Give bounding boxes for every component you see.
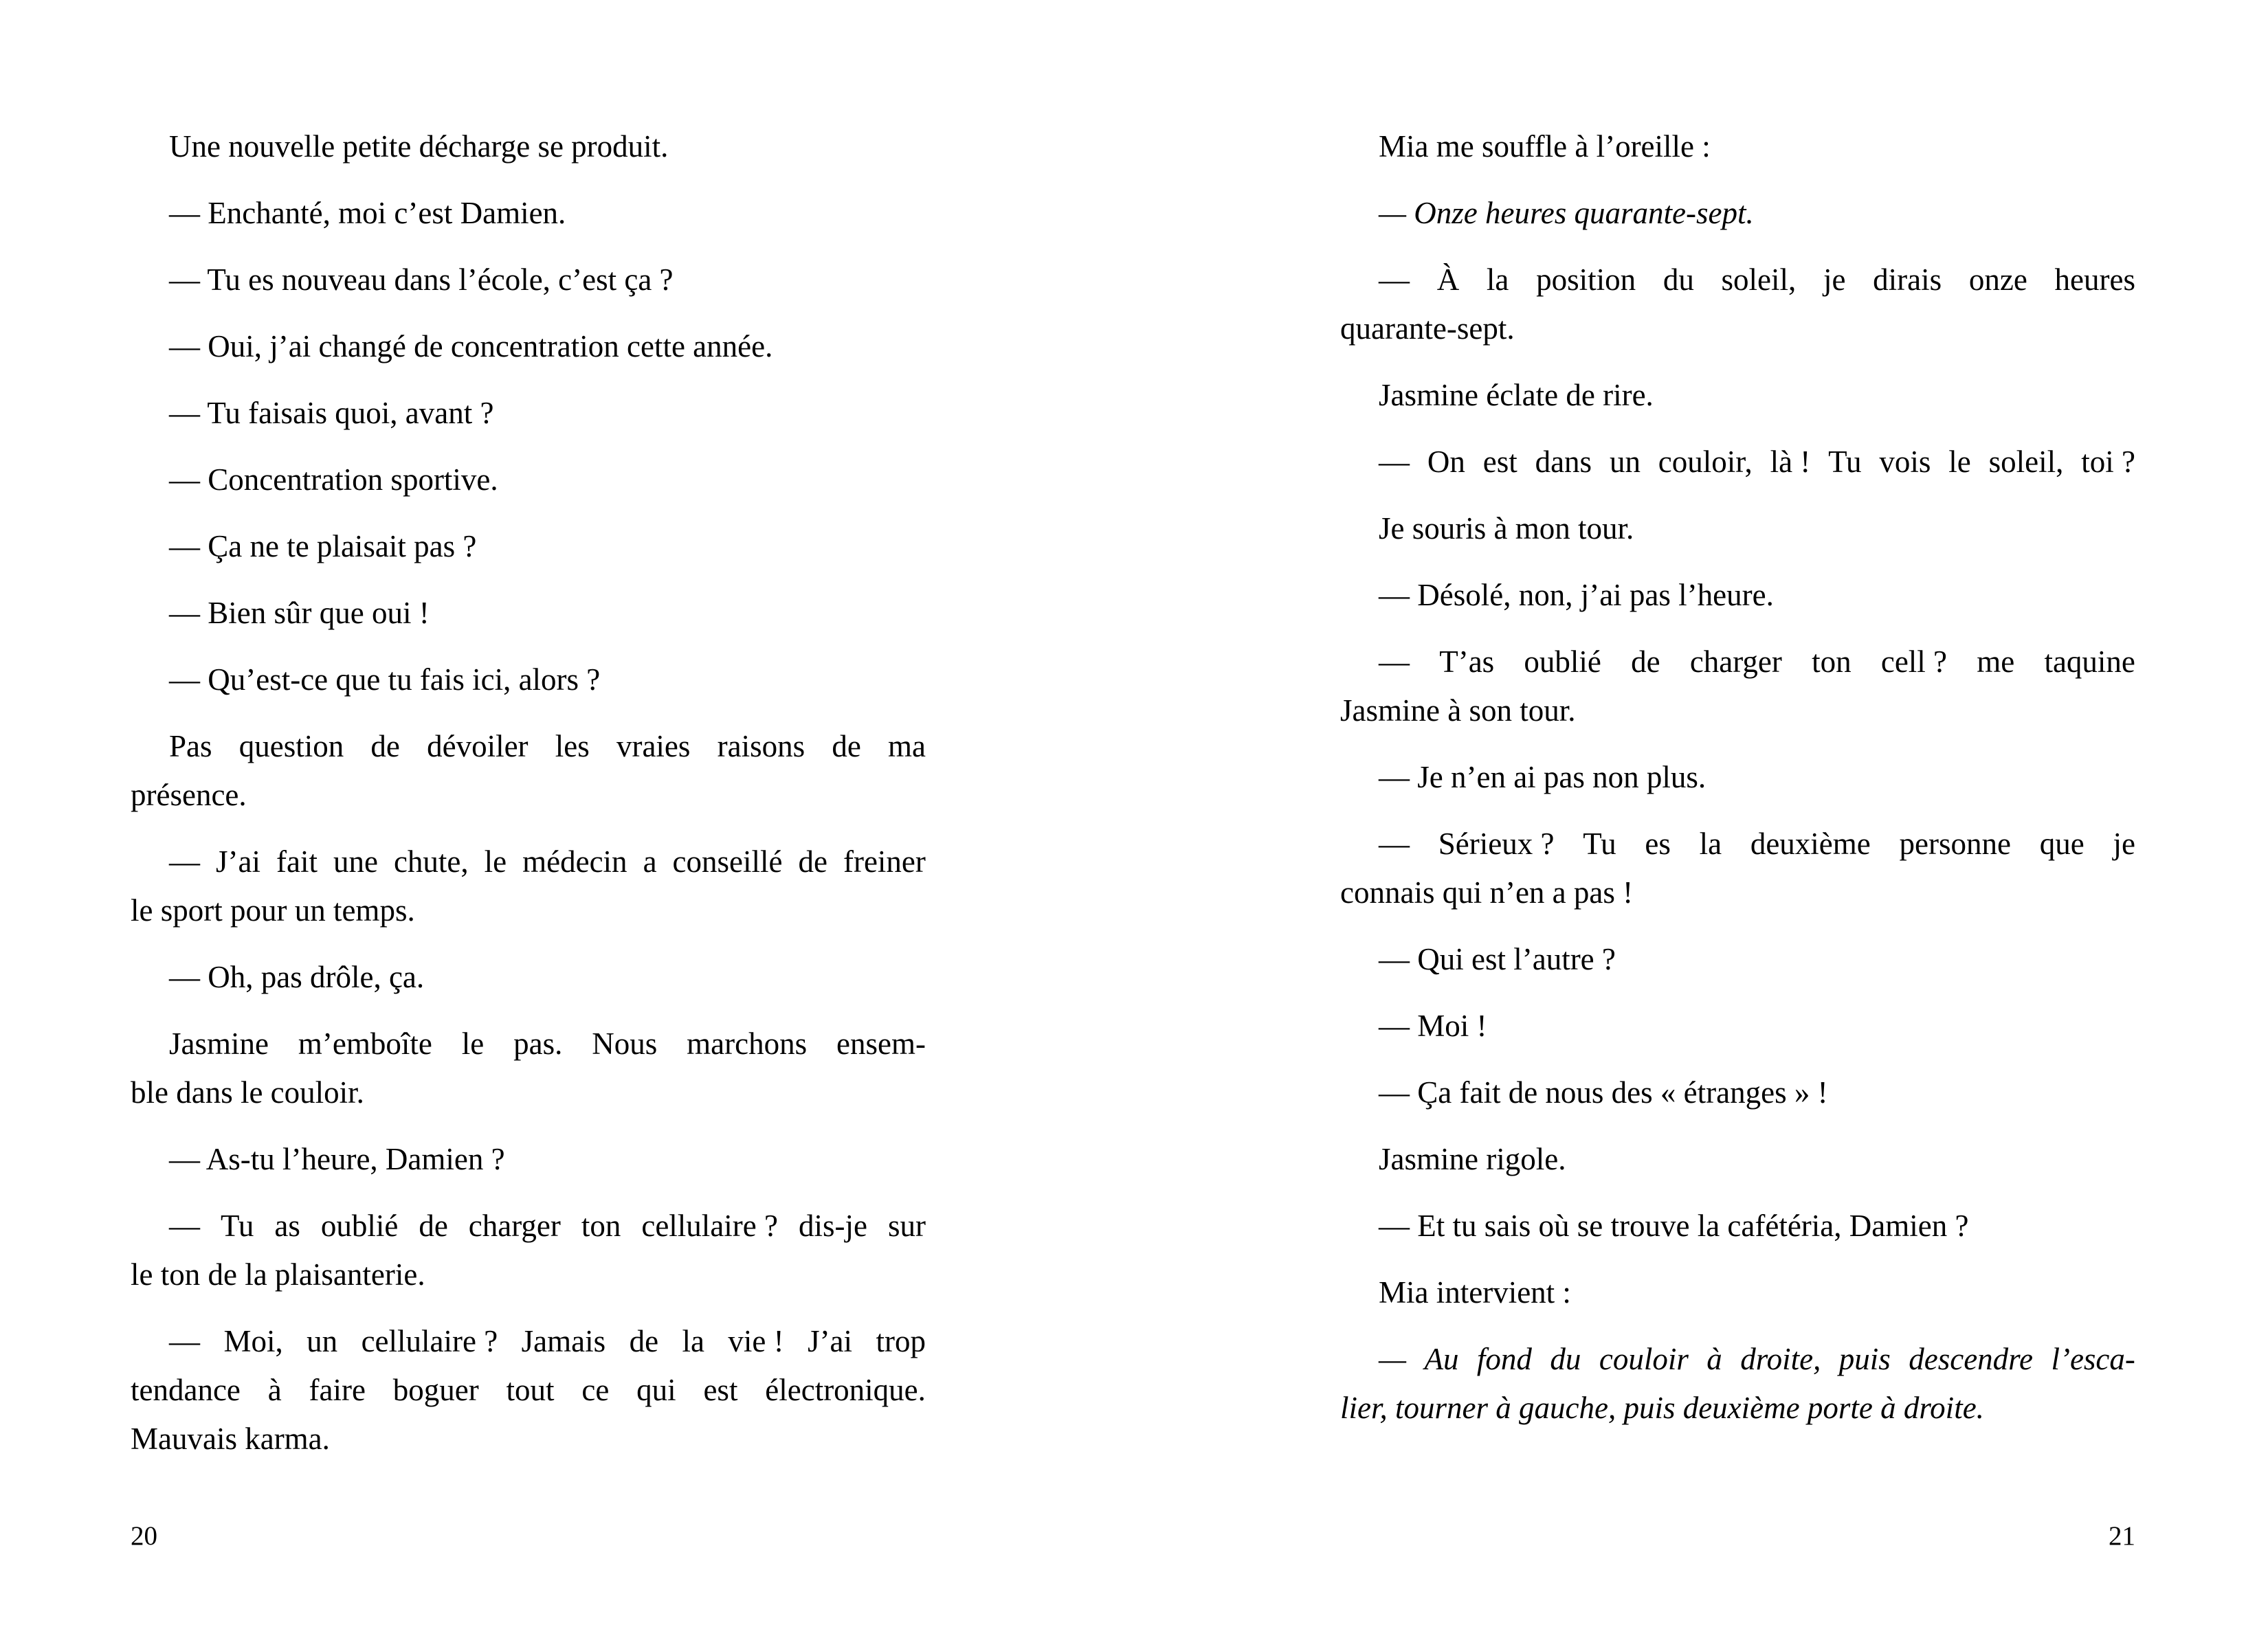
text-line: ble dans le couloir. <box>131 1075 364 1110</box>
paragraph <box>131 1135 926 1184</box>
paragraph <box>131 1202 926 1299</box>
text-line: — Je n’en ai pas non plus. <box>1379 760 1706 794</box>
paragraph <box>131 456 926 504</box>
text-line: présence. <box>131 778 247 812</box>
text-line: — As-tu l’heure, Damien ? <box>169 1142 505 1176</box>
paragraph <box>1340 935 2135 984</box>
paragraph <box>131 722 926 820</box>
text-line: — Au fond du couloir à droite, puis descendre l’esca- <box>1379 1342 2135 1376</box>
text-line: Pas question de dévoiler les vraies raisons de ma <box>169 729 926 763</box>
paragraph <box>1340 371 2135 420</box>
paragraph <box>131 1317 926 1463</box>
paragraph <box>1340 504 2135 553</box>
paragraph <box>1340 1002 2135 1051</box>
text-line: — Oui, j’ai changé de concentration cette année. <box>169 329 773 363</box>
text-line: — Onze heures quarante-sept. <box>1379 196 1754 230</box>
paragraph <box>131 655 926 704</box>
text-line: — Désolé, non, j’ai pas l’heure. <box>1379 578 1774 612</box>
paragraph <box>1340 1068 2135 1117</box>
text-line: — Moi, un cellulaire ? Jamais de la vie ! J’ai trop <box>169 1324 926 1358</box>
text-line: — Et tu sais où se trouve la cafétéria, Damien ? <box>1379 1209 1969 1243</box>
paragraph <box>131 256 926 304</box>
text-line: — Bien sûr que oui ! <box>169 596 430 630</box>
paragraph <box>1340 1268 2135 1317</box>
paragraph <box>131 189 926 238</box>
text-line: Jasmine éclate de rire. <box>1379 378 1654 412</box>
paragraph <box>1340 189 2135 238</box>
text-line: — Oh, pas drôle, ça. <box>169 960 425 994</box>
text-line: — Moi ! <box>1379 1009 1487 1043</box>
paragraph <box>1340 438 2135 486</box>
paragraph <box>131 953 926 1002</box>
text-line: Mauvais karma. <box>131 1422 330 1456</box>
text-line: — Concentration sportive. <box>169 462 498 497</box>
text-line: Jasmine rigole. <box>1379 1142 1566 1176</box>
paragraph <box>1340 753 2135 802</box>
text-line: — Ça ne te plaisait pas ? <box>169 529 477 563</box>
page-right-text <box>1340 122 2135 1433</box>
text-line: Mia me souffle à l’oreille : <box>1379 129 1711 164</box>
paragraph <box>131 389 926 438</box>
paragraph <box>131 522 926 571</box>
text-line: Jasmine m’emboîte le pas. Nous marchons ensem- <box>169 1027 926 1061</box>
text-line: — Enchanté, moi c’est Damien. <box>169 196 566 230</box>
text-line: connais qui n’en a pas ! <box>1340 875 1634 910</box>
text-line: Jasmine à son tour. <box>1340 693 1576 728</box>
text-line: — Tu faisais quoi, avant ? <box>169 396 494 430</box>
text-line: — Qui est l’autre ? <box>1379 942 1616 976</box>
paragraph <box>1340 122 2135 171</box>
paragraph <box>131 1020 926 1117</box>
text-line: Une nouvelle petite décharge se produit. <box>169 129 669 164</box>
text-line: tendance à faire boguer tout ce qui est électronique. <box>131 1373 926 1407</box>
text-line: lier, tourner à gauche, puis deuxième porte à droite. <box>1340 1391 1984 1425</box>
text-line: — Tu es nouveau dans l’école, c’est ça ? <box>169 262 674 297</box>
page-number-left: 20 <box>131 1521 157 1551</box>
paragraph <box>1340 571 2135 620</box>
paragraph <box>131 322 926 371</box>
text-line: — T’as oublié de charger ton cell ? me taquine <box>1379 644 2135 679</box>
page-number-right: 21 <box>2109 1521 2135 1551</box>
paragraph <box>1340 256 2135 353</box>
paragraph <box>131 589 926 638</box>
text-line: — Sérieux ? Tu es la deuxième personne que je <box>1379 827 2135 861</box>
text-line: — Ça fait de nous des « étranges » ! <box>1379 1075 1828 1110</box>
paragraph <box>1340 820 2135 917</box>
text-line: — À la position du soleil, je dirais onze heures <box>1379 262 2135 297</box>
text-line: quarante-sept. <box>1340 311 1515 346</box>
page-left-text <box>131 122 926 1463</box>
text-line: — On est dans un couloir, là ! Tu vois le soleil, toi ? <box>1379 445 2135 479</box>
text-line: — Tu as oublié de charger ton cellulaire ? dis-je sur <box>169 1209 926 1243</box>
paragraph <box>131 122 926 171</box>
text-line: — Qu’est-ce que tu fais ici, alors ? <box>169 662 601 697</box>
text-line: le sport pour un temps. <box>131 893 415 928</box>
paragraph <box>1340 1202 2135 1250</box>
text-line: le ton de la plaisanterie. <box>131 1257 425 1292</box>
paragraph <box>1340 1335 2135 1433</box>
paragraph <box>131 838 926 935</box>
paragraph <box>1340 638 2135 735</box>
text-line: — J’ai fait une chute, le médecin a conseillé de freiner <box>169 844 926 879</box>
text-line: Je souris à mon tour. <box>1379 511 1634 546</box>
text-line: Mia intervient : <box>1379 1275 1571 1310</box>
paragraph <box>1340 1135 2135 1184</box>
